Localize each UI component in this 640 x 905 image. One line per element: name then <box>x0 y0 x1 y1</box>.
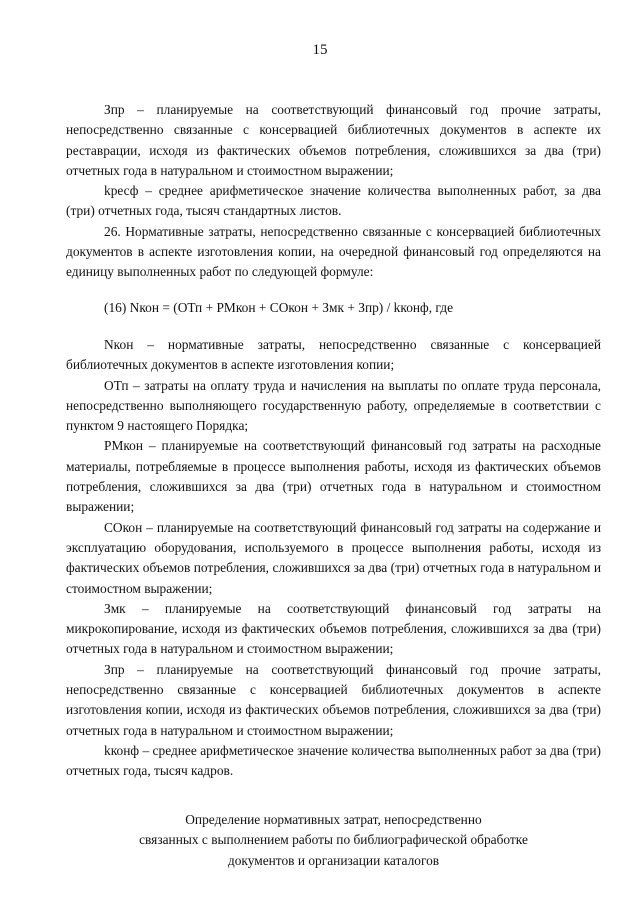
section-heading-line-1: Определение нормативных затрат, непосредственно <box>185 811 482 827</box>
section-heading <box>66 810 601 872</box>
document-body <box>66 100 601 871</box>
paragraph-rmkon: РМкон – планируемые на соответствующий финансовый год затраты на расходные материалы, потребляемые в процессе выполнения работы, исходя из фактических объемов потребления, сложившихся за два (три) отчетных года в натуральном и стоимостном выражении; <box>66 438 601 515</box>
paragraph-zpr-restoration: Зпр – планируемые на соответствующий финансовый год прочие затраты, непосредственно связанные с консервацией библиотечных документов в аспекте их реставрации, исходя из фактических объемов потребления, сложившихся за два (три) отчетных года в натуральном и стоимостном выражении; <box>66 102 601 178</box>
paragraph-kkonf: kконф – среднее арифметическое значение количества выполненных работ за два (три) отчетных года, тысяч кадров. <box>66 742 601 779</box>
page-number: 15 <box>312 42 328 58</box>
paragraph-sokon: СОкон – планируемые на соответствующий финансовый год затраты на содержание и эксплуатацию оборудования, используемого в процессе выполнения работы, исходя из фактических объемов потребления, сложившихся за два (три) отчетных года в натуральном и стоимостном выражении; <box>66 519 601 596</box>
section-heading-line-3: документов и организации каталогов <box>227 852 440 868</box>
formula-16: (16) Nкон = (ОТп + РМкон + СОкон + Змк + Зпр) / kконф, где <box>104 299 454 315</box>
paragraph-otp: ОТп – затраты на оплату труда и начисления на выплаты по оплате труда персонала, непосредственно выполняющего государственную работу, определяемые в соответствии с пунктом 9 настоящего Порядка; <box>66 377 601 434</box>
paragraph-section-26: 26. Нормативные затраты, непосредственно связанные с консервацией библиотечных документов в аспекте изготовления копии, на очередной финансовый год определяются на единицу выполненных работ по следующей формуле: <box>66 223 601 280</box>
paragraph-kresf: kресф – среднее арифметическое значение количества выполненных работ, за два (три) отчетных года, тысяч стандартных листов. <box>66 183 601 219</box>
section-heading-line-2: связанных с выполнением работы по библиографической обработке <box>139 832 528 847</box>
paragraph-zmk: Змк – планируемые на соответствующий финансовый год затраты на микрокопирование, исходя из фактических объемов потребления, сложившихся за два (три) отчетных года в натуральном и стоимостном выражении; <box>66 600 601 657</box>
paragraph-nkon: Nкон – нормативные затраты, непосредственно связанные с консервацией библиотечных документов в аспекте изготовления копии; <box>66 336 601 373</box>
paragraph-zpr-copy: Зпр – планируемые на соответствующий финансовый год прочие затраты, непосредственно связанные с консервацией библиотечных документов в аспекте изготовления копии, исходя из фактических объемов потребления, сложившихся за два (три) отчетных года в натуральном и стоимостном выражении; <box>66 661 601 738</box>
